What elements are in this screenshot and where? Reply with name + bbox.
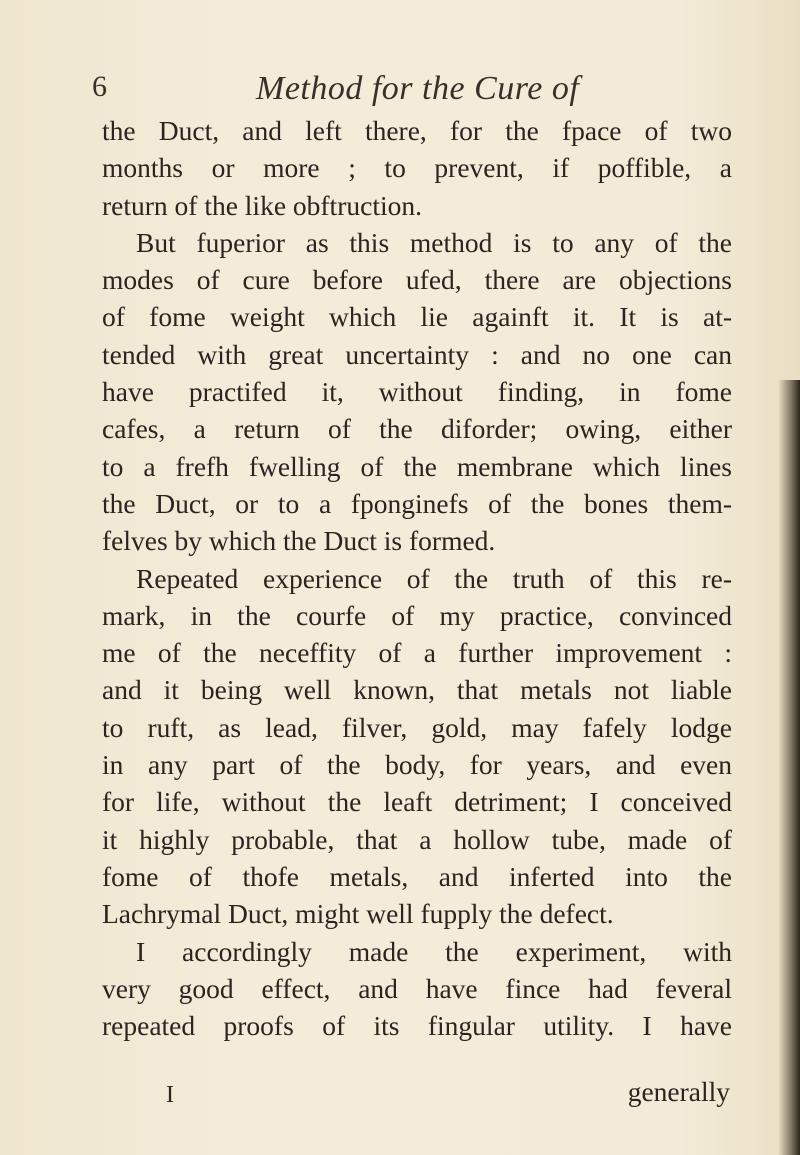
page-edge-shadow xyxy=(778,380,800,1155)
text-line: cafes, a return of the diforder; owing, either xyxy=(102,413,732,445)
page-number: 6 xyxy=(92,70,107,103)
running-title: Method for the Cure of xyxy=(256,70,580,107)
text-line: return of the like obftruction. xyxy=(102,189,422,221)
body-text xyxy=(102,112,732,1044)
text-line: and it being well known, that metals not liable xyxy=(102,674,732,706)
text-line: But fuperior as this method is to any of the xyxy=(136,226,732,258)
text-line: to ruft, as lead, filver, gold, may fafely lodge xyxy=(102,711,732,743)
text-line: of fome weight which lie againft it. It is at- xyxy=(102,301,732,333)
text-line: felves by which the Duct is formed. xyxy=(102,525,496,557)
signature-mark: I xyxy=(166,1082,174,1108)
page-footer xyxy=(102,1076,730,1116)
text-line: tended with great uncertainty : and no one can xyxy=(102,338,732,370)
text-line: have practifed it, without finding, in fome xyxy=(102,376,732,408)
text-line: to a frefh fwelling of the membrane which lines xyxy=(102,450,732,482)
text-line: fome of thofe metals, and inferted into the xyxy=(102,860,732,892)
text-line: repeated proofs of its fingular utility. I have xyxy=(102,1010,732,1042)
text-line: mark, in the courfe of my practice, convinced xyxy=(102,599,732,631)
text-line: modes of cure before ufed, there are objections xyxy=(102,264,732,296)
text-line: the Duct, or to a fponginefs of the bones them- xyxy=(102,487,732,519)
text-line: I accordingly made the experiment, with xyxy=(136,935,732,967)
text-line: months or more ; to prevent, if poffible, a xyxy=(102,152,732,184)
text-line: Lachrymal Duct, might well fupply the defect. xyxy=(102,898,614,930)
text-line: the Duct, and left there, for the fpace of two xyxy=(102,115,732,146)
catchword: generally xyxy=(627,1076,730,1107)
text-line: Repeated experience of the truth of this re- xyxy=(136,562,732,594)
text-line: in any part of the body, for years, and even xyxy=(102,749,732,781)
text-line: me of the neceffity of a further improvement : xyxy=(102,637,732,669)
text-line: very good effect, and have fince had feveral xyxy=(102,972,732,1004)
text-line: it highly probable, that a hollow tube, made of xyxy=(102,823,732,855)
running-head xyxy=(92,70,732,114)
text-line: for life, without the leaft detriment; I conceived xyxy=(102,786,732,818)
